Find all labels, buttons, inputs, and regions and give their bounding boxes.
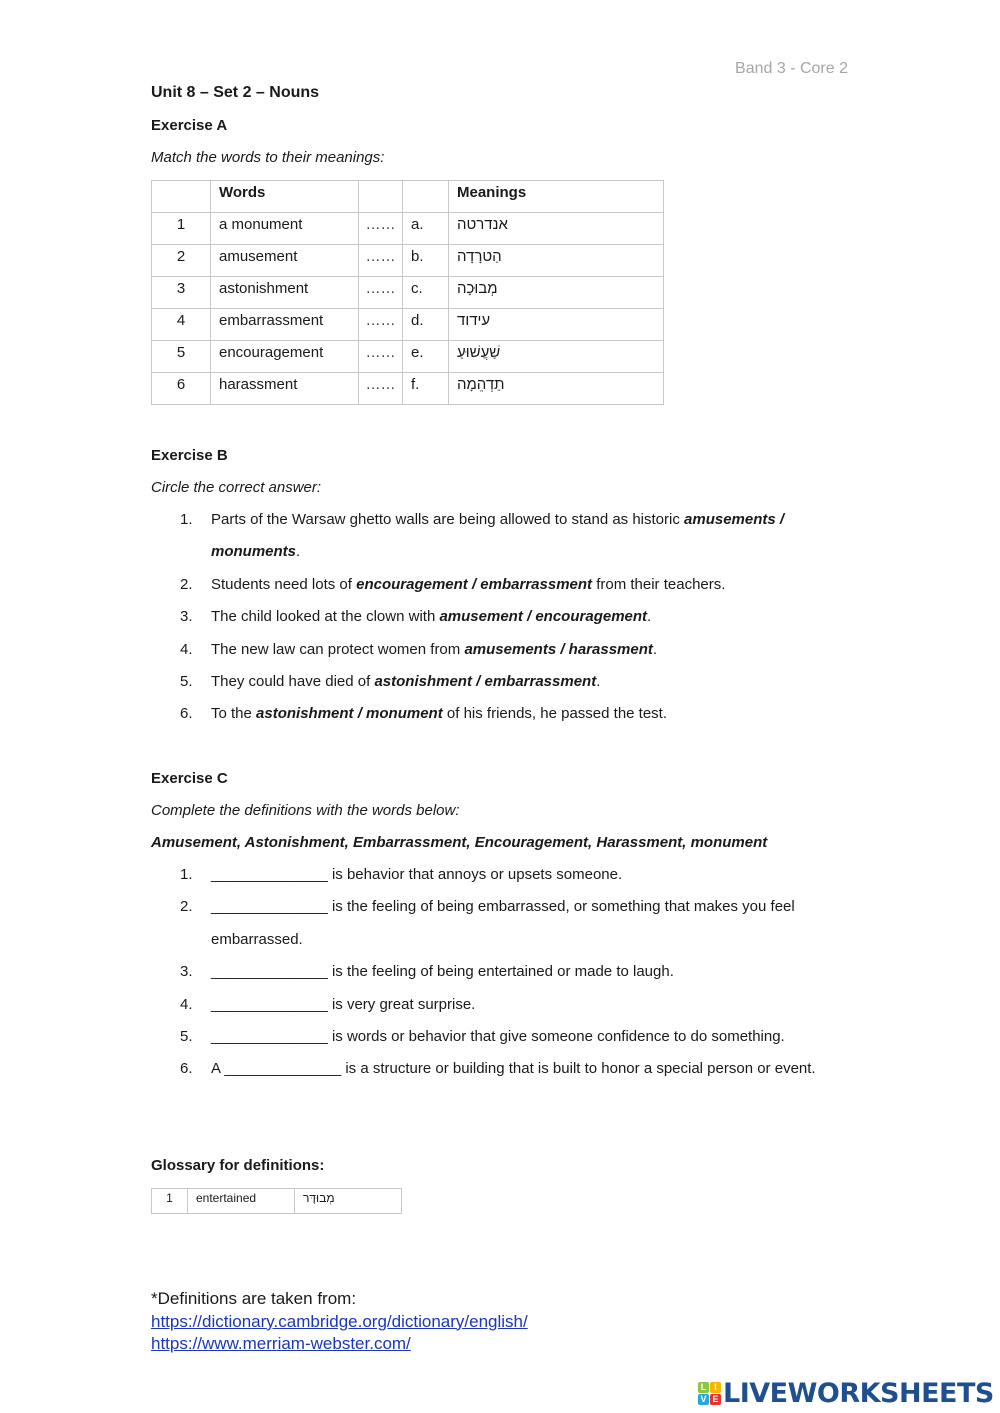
row-letter: c.: [403, 277, 449, 309]
header-words: Words: [211, 181, 359, 213]
glossary-num: 1: [152, 1189, 188, 1214]
item-text: The child looked at the clown with: [211, 608, 440, 626]
exercise-c-item: [151, 859, 851, 891]
row-num: 5: [152, 341, 211, 373]
glossary-meaning: [295, 1189, 402, 1214]
exercise-c-item: [151, 956, 851, 988]
item-number: 3.: [180, 608, 193, 626]
row-word: embarrassment: [211, 309, 359, 341]
item-text: is behavior that annoys or upsets someone.: [327, 866, 623, 883]
answer-choices[interactable]: amusement / encouragement: [439, 608, 648, 626]
glossary-row: [152, 1189, 402, 1214]
item-number: 1.: [180, 866, 193, 883]
exercise-b-heading: Exercise B: [151, 447, 228, 464]
logo-letter: V: [698, 1394, 709, 1405]
answer-blank[interactable]: ______________: [211, 1028, 328, 1046]
item-text: .: [652, 640, 658, 658]
exercise-a-heading: Exercise A: [151, 117, 228, 134]
sources-note: [151, 1288, 528, 1356]
answer-choices[interactable]: astonishment / monument: [256, 705, 443, 723]
answer-blank[interactable]: ……: [359, 309, 403, 341]
row-num: 6: [152, 373, 211, 405]
hebrew-meaning: עידוד: [457, 312, 491, 329]
item-text: is words or behavior that give someone confidence to do something.: [327, 1028, 785, 1046]
item-text: The new law can protect women from: [211, 640, 465, 658]
item-number: 2.: [180, 898, 193, 916]
row-meaning: [449, 213, 664, 245]
item-number: 1.: [180, 511, 193, 528]
exercise-c-item: [151, 989, 851, 1021]
item-text: .: [647, 608, 652, 626]
item-text: Parts of the Warsaw ghetto walls are being allowed to stand as historic: [211, 511, 685, 528]
hebrew-meaning: הַטרָדָה: [457, 248, 502, 265]
header-letter: [403, 181, 449, 213]
row-num: 3: [152, 277, 211, 309]
row-meaning: [449, 373, 664, 405]
item-text: .: [296, 543, 301, 561]
sources-label: *Definitions are taken from:: [151, 1289, 357, 1308]
exercise-b-item: [151, 504, 851, 569]
item-text: is very great surprise.: [327, 995, 476, 1013]
glossary-heading: Glossary for definitions:: [151, 1157, 325, 1174]
row-word: a monument: [211, 213, 359, 245]
answer-blank[interactable]: ______________: [211, 963, 328, 981]
exercise-c-item: [151, 1021, 851, 1053]
item-number: 2.: [180, 575, 193, 593]
exercise-c-list: [151, 859, 851, 1086]
exercise-b-item: [151, 666, 851, 698]
answer-choices[interactable]: amusements / harassment: [464, 640, 653, 658]
hebrew-meaning: שַׁעֲשׁוּעַ: [457, 344, 501, 361]
row-letter: b.: [403, 245, 449, 277]
answer-blank[interactable]: ……: [359, 213, 403, 245]
row-meaning: [449, 309, 664, 341]
header-meanings: Meanings: [449, 181, 664, 213]
row-num: 4: [152, 309, 211, 341]
row-word: astonishment: [211, 277, 359, 309]
exercise-b-item: [151, 601, 851, 633]
item-number: 6.: [180, 705, 193, 723]
exercise-b-item: [151, 698, 851, 730]
row-word: encouragement: [211, 341, 359, 373]
table-header-row: [152, 181, 664, 213]
table-row: [152, 245, 664, 277]
item-number: 3.: [180, 963, 193, 981]
row-letter: f.: [403, 373, 449, 405]
item-text: is the feeling of being embarrassed, or something that makes you feel embarrassed.: [211, 898, 795, 948]
item-number: 4.: [180, 995, 193, 1013]
glossary-word: entertained: [188, 1189, 295, 1214]
answer-choices[interactable]: encouragement / embarrassment: [356, 575, 593, 593]
row-meaning: [449, 277, 664, 309]
answer-blank[interactable]: ______________: [211, 995, 328, 1013]
item-text: of his friends, he passed the test.: [442, 705, 668, 723]
exercise-b-item: [151, 569, 851, 601]
cambridge-link[interactable]: https://dictionary.cambridge.org/dictionary/english/: [151, 1311, 528, 1331]
glossary-table: [151, 1188, 402, 1214]
item-number: 6.: [180, 1060, 193, 1078]
item-prefix: A: [211, 1060, 225, 1078]
row-meaning: [449, 341, 664, 373]
answer-blank[interactable]: ……: [359, 277, 403, 309]
logo-text: LIVEWORKSHEETS: [723, 1377, 994, 1409]
answer-blank[interactable]: ______________: [211, 866, 328, 883]
liveworksheets-logo[interactable]: [698, 1378, 994, 1408]
item-number: 4.: [180, 640, 193, 658]
row-word: amusement: [211, 245, 359, 277]
item-text: is the feeling of being entertained or made to laugh.: [327, 963, 674, 981]
table-row: [152, 277, 664, 309]
exercise-b-list: [151, 504, 851, 731]
table-row: [152, 309, 664, 341]
item-number: 5.: [180, 673, 193, 691]
exercise-b-item: [151, 634, 851, 666]
band-label: Band 3 - Core 2: [735, 60, 848, 77]
exercise-c-item: [151, 891, 851, 956]
item-text: .: [596, 673, 601, 691]
header-blank: [359, 181, 403, 213]
logo-letter: I: [710, 1382, 721, 1393]
exercise-b-instruction: Circle the correct answer:: [151, 479, 322, 496]
item-text: To the: [211, 705, 257, 723]
exercise-c-instruction: Complete the definitions with the words below:: [151, 802, 460, 819]
item-text: They could have died of: [211, 673, 375, 691]
live-blocks-icon: [698, 1382, 721, 1405]
hebrew-meaning: אנדרטה: [457, 216, 508, 233]
row-meaning: [449, 245, 664, 277]
table-row: [152, 213, 664, 245]
hebrew-meaning: מְבוּכָה: [457, 280, 498, 297]
item-text: Students need lots of: [211, 575, 357, 593]
exercise-c-heading: Exercise C: [151, 770, 228, 787]
merriam-webster-link[interactable]: https://www.merriam-webster.com/: [151, 1334, 411, 1353]
answer-blank[interactable]: ……: [359, 341, 403, 373]
exercise-a-instruction: Match the words to their meanings:: [151, 149, 385, 166]
hebrew-meaning: מְבוּדָּר: [303, 1191, 335, 1205]
page-title: Unit 8 – Set 2 – Nouns: [151, 84, 320, 101]
answer-blank[interactable]: ……: [359, 245, 403, 277]
row-letter: d.: [403, 309, 449, 341]
hebrew-meaning: תַדְהֵמָה: [457, 376, 505, 393]
item-number: 5.: [180, 1028, 193, 1046]
answer-blank[interactable]: ______________: [224, 1060, 342, 1078]
answer-choices[interactable]: astonishment / embarrassment: [374, 673, 597, 691]
item-text: is a structure or building that is built to honor a special person or event.: [341, 1060, 816, 1078]
item-text: from their teachers.: [592, 575, 726, 593]
answer-choices[interactable]: amusements / monuments: [211, 511, 785, 561]
row-word: harassment: [211, 373, 359, 405]
answer-blank[interactable]: ______________: [211, 898, 328, 916]
word-bank: Amusement, Astonishment, Embarrassment, Encouragement, Harassment, monument: [151, 834, 768, 851]
matching-table: [151, 180, 664, 405]
table-row: [152, 373, 664, 405]
table-row: [152, 341, 664, 373]
row-num: 1: [152, 213, 211, 245]
exercise-c-item: [151, 1053, 851, 1085]
logo-letter: E: [710, 1394, 721, 1405]
logo-letter: L: [698, 1382, 709, 1393]
header-num: [152, 181, 211, 213]
row-letter: a.: [403, 213, 449, 245]
row-num: 2: [152, 245, 211, 277]
row-letter: e.: [403, 341, 449, 373]
answer-blank[interactable]: ……: [359, 373, 403, 405]
